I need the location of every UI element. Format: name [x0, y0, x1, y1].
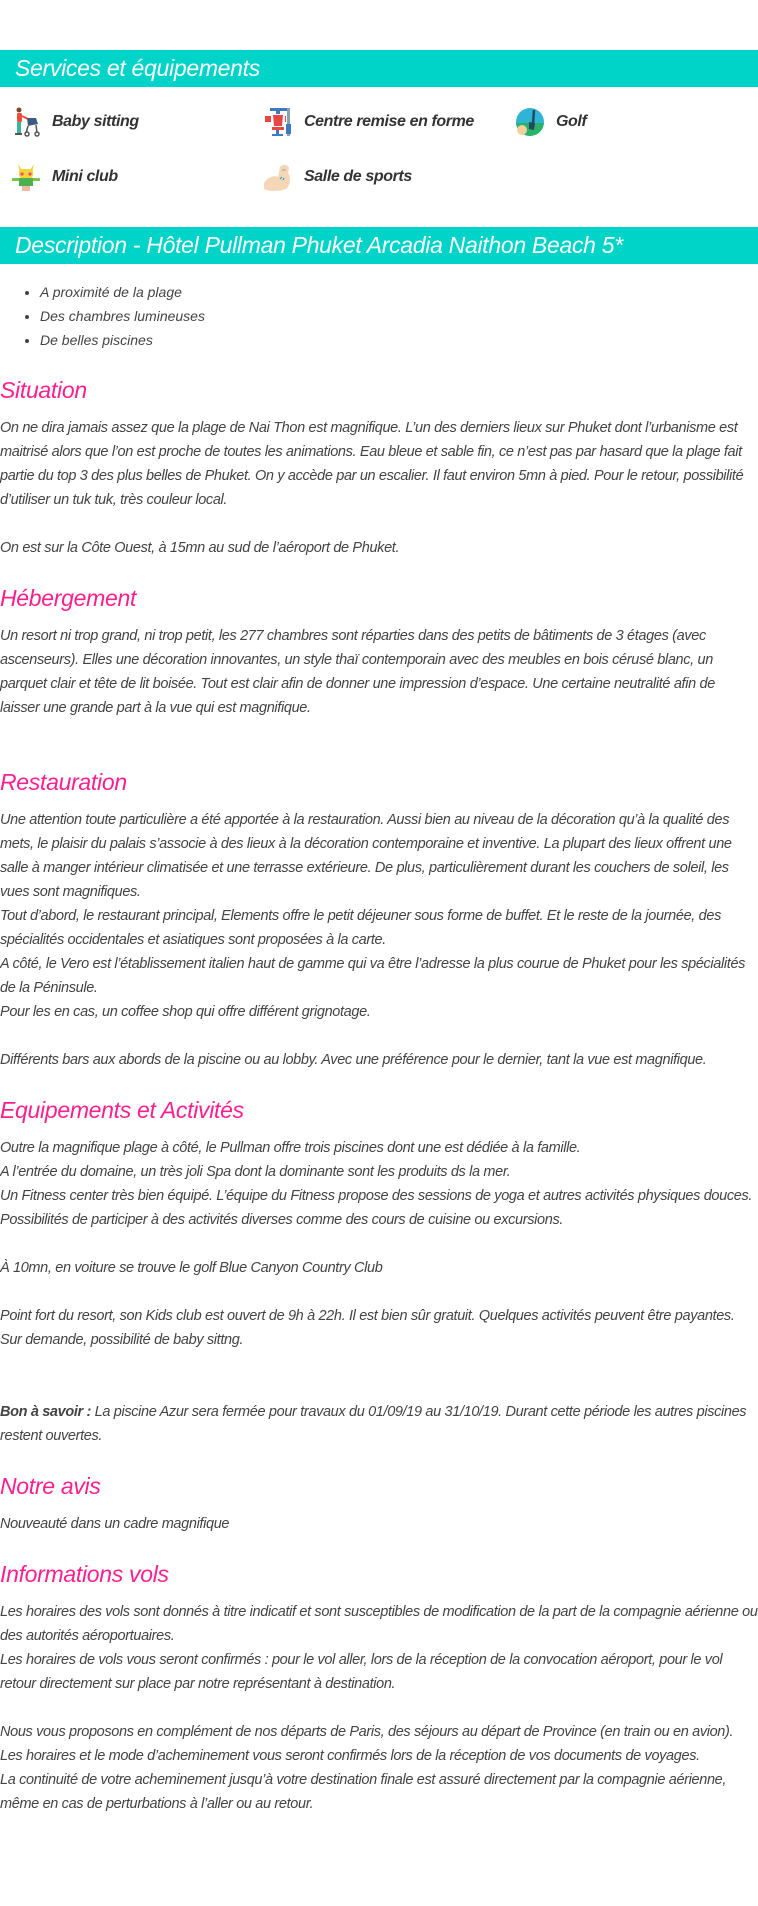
- section-heading: Situation: [0, 377, 87, 403]
- service-label: Salle de sports: [304, 168, 412, 185]
- paragraph: Point fort du resort, son Kids club est ouvert de 9h à 22h. Il est bien sûr gratuit. Quelques activités peuvent être payantes. Sur demande, possibilité de baby sittng.: [0, 1308, 735, 1348]
- services-banner: Services et équipements: [0, 50, 758, 87]
- paragraph: Nouveauté dans un cadre magnifique: [0, 1516, 230, 1532]
- service-centre-remise-en-forme: [262, 105, 514, 139]
- paragraph: Différents bars aux abords de la piscine ou au lobby. Avec une préférence pour le dernier, tant la vue est magnifique.: [0, 1052, 707, 1068]
- hebergement-section: [0, 582, 758, 744]
- description-banner: Description - Hôtel Pullman Phuket Arcadia Naithon Beach 5*: [0, 227, 758, 264]
- paragraph: Une attention toute particulière a été apportée à la restauration. Aussi bien au niveau de la décoration qu’à la qualité des mets, le plaisir du palais s’associe à des lieux à la décoration contemporaine et inventive. La plupart des lieux offrent une salle à manger intérieur climatisée et une terrasse extérieure. De plus, particulièrement durant les couchers de soleil, les vues sont magnifiques.: [0, 812, 732, 900]
- service-label: Centre remise en forme: [304, 113, 474, 130]
- note-label: Bon à savoir :: [0, 1404, 91, 1420]
- paragraph: Pour les en cas, un coffee shop qui offre différent grignotage.: [0, 1004, 371, 1020]
- service-label: Mini club: [52, 168, 118, 185]
- highlight-item: • De belles piscines: [40, 328, 758, 352]
- service-label: Golf: [556, 113, 587, 130]
- paragraph: A côté, le Vero est l’établissement italien haut de gamme qui va être l’adresse la plus courue de Phuket pour les spécialités de la Péninsule.: [0, 956, 746, 996]
- note-text: La piscine Azur sera fermée pour travaux du 01/09/19 au 31/10/19. Durant cette période les autres piscines restent ouvertes.: [0, 1404, 747, 1444]
- paragraph: À 10mn, en voiture se trouve le golf Blue Canyon Country Club: [0, 1260, 383, 1276]
- vols-section: [0, 1558, 758, 1816]
- avis-section: [0, 1470, 758, 1536]
- section-heading: Equipements et Activités: [0, 1097, 244, 1123]
- paragraph: La continuité de votre acheminement jusqu’à votre destination finale est assuré directement par la compagnie aérienne, même en cas de perturbations à l’aller ou au retour.: [0, 1772, 727, 1812]
- situation-section: [0, 374, 758, 560]
- paragraph: Outre la magnifique plage à côté, le Pullman offre trois piscines dont une est dédiée à la famille.: [0, 1140, 581, 1156]
- bicep-icon: [262, 161, 294, 193]
- fitness-machine-icon: [262, 106, 294, 138]
- service-salle-de-sports: [262, 160, 514, 194]
- paragraph: Les horaires de vols vous seront confirmés : pour le vol aller, lors de la réception de la convocation aéroport, pour le vol retour directement sur place par notre représentant à destination.: [0, 1652, 723, 1692]
- paragraph: Les horaires et le mode d’acheminement vous seront confirmés lors de la réception de vos documents de voyages.: [0, 1748, 700, 1764]
- section-heading: Restauration: [0, 769, 127, 795]
- service-baby-sitting: [10, 105, 262, 139]
- highlights-list: [0, 280, 758, 352]
- section-heading: Informations vols: [0, 1561, 169, 1587]
- restauration-section: [0, 766, 758, 1072]
- service-golf: [514, 105, 758, 139]
- paragraph: Nous vous proposons en complément de nos départs de Paris, des séjours au départ de Province (en train ou en avion).: [0, 1724, 734, 1740]
- highlight-item: • A proximité de la plage: [40, 280, 758, 304]
- paragraph: Possibilités de participer à des activités diverses comme des cours de cuisine ou excursions.: [0, 1212, 564, 1228]
- good-to-know-note: [0, 1400, 758, 1448]
- paragraph: Tout d’abord, le restaurant principal, Elements offre le petit déjeuner sous forme de buffet. Et le reste de la journée, des spécialités occidentales et asiatiques sont proposées à la carte.: [0, 908, 721, 948]
- section-heading: Notre avis: [0, 1473, 101, 1499]
- equipements-section: [0, 1094, 758, 1448]
- kid-club-icon: [10, 161, 42, 193]
- stroller-icon: [10, 106, 42, 138]
- paragraph: On ne dira jamais assez que la plage de Nai Thon est magnifique. L’un des derniers lieux sur Phuket dont l’urbanisme est maitrisé alors que l’on est proche de toutes les animations. Eau bleue et sable fin, ce n’est pas par hasard que la plage fait partie du top 3 des plus belles de Phuket. On y accède par un escalier. Il faut environ 5mn à pied. Pour le retour, possibilité d’utiliser un tuk tuk, très couleur local.: [0, 420, 744, 508]
- paragraph: A l’entrée du domaine, un très joli Spa dont la dominante sont les produits ds la mer.: [0, 1164, 511, 1180]
- paragraph: Les horaires des vols sont donnés à titre indicatif et sont susceptibles de modification de la part de la compagnie aérienne ou des autorités aéroportuaires.: [0, 1604, 758, 1644]
- golf-icon: [514, 106, 546, 138]
- section-heading: Hébergement: [0, 585, 137, 611]
- services-grid: [0, 87, 758, 199]
- paragraph: Un Fitness center très bien équipé. L’équipe du Fitness propose des sessions de yoga et autres activités physiques douces.: [0, 1188, 753, 1204]
- paragraph: On est sur la Côte Ouest, à 15mn au sud de l’aéroport de Phuket.: [0, 540, 400, 556]
- highlight-item: • Des chambres lumineuses: [40, 304, 758, 328]
- paragraph: Un resort ni trop grand, ni trop petit, les 277 chambres sont réparties dans des petits de bâtiments de 3 étages (avec ascenseurs). Elles une décoration innovantes, un style thaï contemporain avec des meubles en bois cérusé blanc, un parquet clair et tête de lit boisée. Tout est clair afin de donner une impression d’espace. Une certaine neutralité afin de laisser une grande part à la vue qui est magnifique.: [0, 628, 715, 716]
- service-mini-club: [10, 160, 262, 194]
- service-label: Baby sitting: [52, 113, 139, 130]
